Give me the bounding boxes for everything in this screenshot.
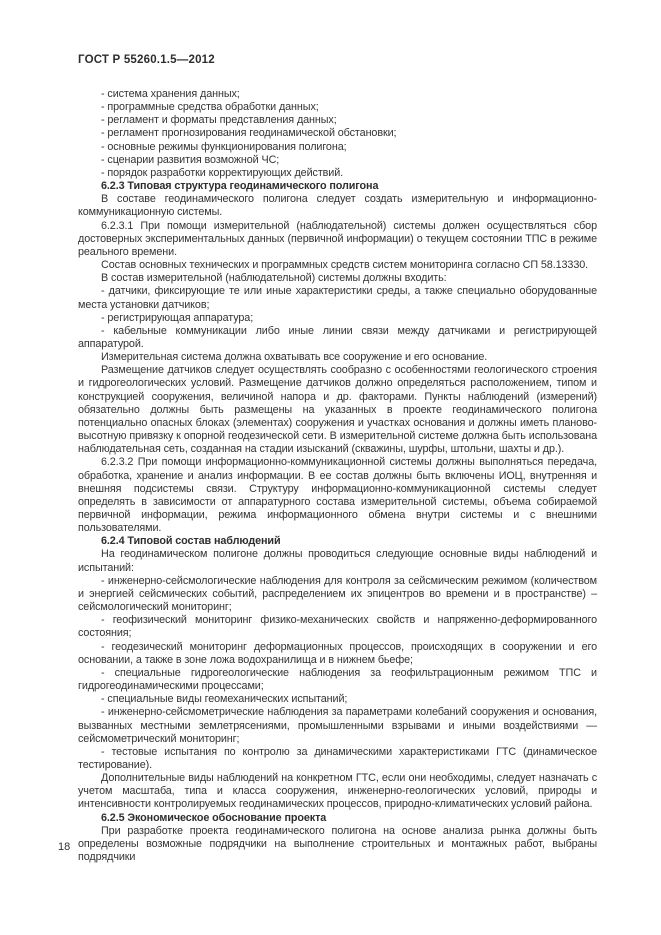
paragraph: Измерительная система должна охватывать все сооружение и его основание. bbox=[101, 351, 488, 364]
paragraph: При разработке проекта геодинамического полигона на основе анализа рынка должны быть определены возможные подрядчики на выполнение строительных и монтажных работ, выбраны подрядчики bbox=[78, 824, 597, 864]
paragraph: В составе геодинамического полигона следует создать измерительную и информационно-коммуникационную системы. bbox=[78, 193, 597, 219]
list-item: - тестовые испытания по контролю за динамическими характеристиками ГТС (динамическое тестирование). bbox=[78, 745, 597, 771]
page-number: 18 bbox=[58, 841, 71, 853]
list-item: - регистрирующая аппаратура; bbox=[101, 311, 254, 324]
document-header-standard-number: ГОСТ Р 55260.1.5—2012 bbox=[78, 54, 215, 66]
section-heading: 6.2.5 Экономическое обоснование проекта bbox=[101, 811, 327, 824]
paragraph: 6.2.3.2 При помощи информационно-коммуникационной системы должны выполняться передача, обработка, хранение и анализ информации. В ее состав должны быть включены ИОЦ, внутренняя и внешняя подсистемы связи. Структуру информационно-коммуникационной системы следует определять в зависимости от аппаратурного состава измерительной системы, объема собираемой первичной информации, режима информационного обмена внутри системы и с внешними пользователями. bbox=[78, 456, 597, 535]
list-item: - регламент прогнозирования геодинамической обстановки; bbox=[101, 127, 397, 140]
list-item: - программные средства обработки данных; bbox=[101, 101, 319, 114]
document-body bbox=[78, 88, 597, 864]
list-item: - регламент и форматы представления данных; bbox=[101, 114, 337, 127]
paragraph: В состав измерительной (наблюдательной) системы должны входить: bbox=[101, 272, 447, 285]
list-item: - геодезический мониторинг деформационных процессов, происходящих в сооружении и его основании, а также в зоне ложа водохранилища и в нижнем бьефе; bbox=[78, 640, 597, 666]
list-item: - основные режимы функционирования полигона; bbox=[101, 140, 347, 153]
paragraph: На геодинамическом полигоне должны проводиться следующие основные виды наблюдений и испытаний: bbox=[78, 548, 597, 574]
paragraph: 6.2.3.1 При помощи измерительной (наблюдательной) системы должен осуществляться сбор достоверных экспериментальных данных (первичной информации) о текущем состоянии ТПС в режиме реального времени. bbox=[78, 219, 597, 258]
section-heading: 6.2.4 Типовой состав наблюдений bbox=[101, 535, 281, 548]
list-item: - порядок разработки корректирующих действий. bbox=[101, 166, 344, 179]
list-item: - специальные гидрогеологические наблюдения за геофильтрационным режимом ТПС и гидрогеодинамическими процессами; bbox=[78, 666, 597, 693]
paragraph: Дополнительные виды наблюдений на конкретном ГТС, если они необходимы, следует назначать с учетом масштаба, типа и класса сооружения, инженерно-геологических условий, природы и интенсивности контролируемых геодинамических процессов, природно-климатических условий района. bbox=[78, 772, 597, 811]
list-item: - специальные виды геомеханических испытаний; bbox=[101, 693, 348, 706]
list-item: - инженерно-сейсмометрические наблюдения за параметрами колебаний сооружения и основания, вызванных местными землетрясениями, промышленными взрывами и иными воздействиями — сейсмометрический мониторинг; bbox=[78, 706, 597, 745]
list-item: - геофизический мониторинг физико-механических свойств и напряженно-деформированного состояния; bbox=[78, 614, 597, 640]
list-item: - кабельные коммуникации либо иные линии связи между датчиками и регистрирующей аппаратурой. bbox=[78, 324, 597, 350]
list-item: - инженерно-сейсмологические наблюдения для контроля за сейсмическим режимом (количеством и энергией сейсмических событий, распределением их эпицентров во времени и в пространстве) – сейсмологический мониторинг; bbox=[78, 574, 597, 614]
section-heading: 6.2.3 Типовая структура геодинамического полигона bbox=[101, 180, 379, 193]
paragraph: Размещение датчиков следует осуществлять сообразно с особенностями геологического строения и гидрогеологических условий. Размещение датчиков должно определяться расположением, типом и конструкцией сооружения, величиной напора и др. факторами. Пункты наблюдений (измерений) обязательно должны быть размещены на указанных в проекте геодинамического полигона потенциально опасных блоках (элементах) сооружения и участках основания и должны иметь планово-высотную привязку к опорной геодезической сети. В измерительной системе должна быть использована наблюдательная сеть, созданная на стадии изысканий (скважины, шурфы, штольни, шахты и др.). bbox=[78, 364, 597, 456]
list-item: - сценарии развития возможной ЧС; bbox=[101, 153, 280, 166]
list-item: - датчики, фиксирующие те или иные характеристики среды, а также специально оборудованные места установки датчиков; bbox=[78, 285, 597, 311]
list-item: - система хранения данных; bbox=[101, 88, 240, 100]
paragraph: Состав основных технических и программных средств систем мониторинга согласно СП 58.13330. bbox=[101, 259, 589, 272]
